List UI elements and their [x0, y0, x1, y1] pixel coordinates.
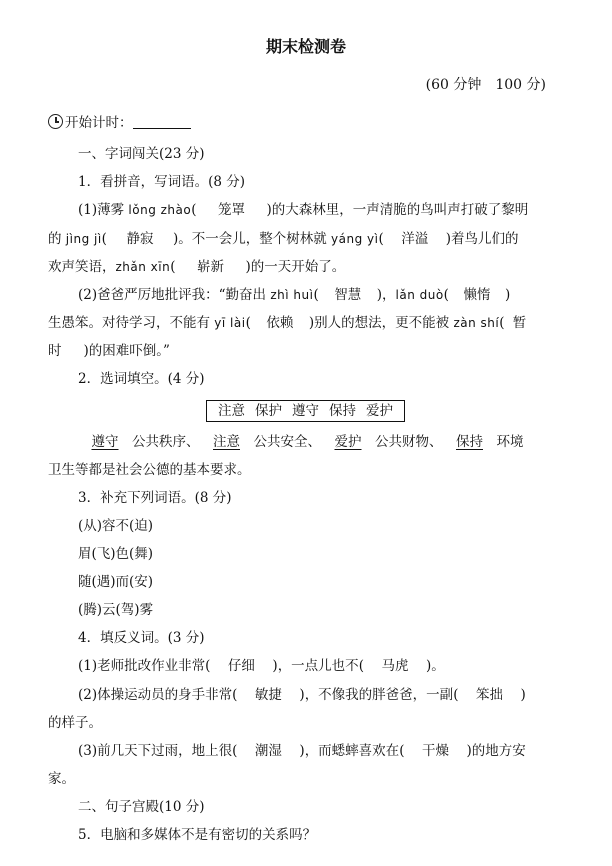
q1-line-4: (2)爸爸严厉地批评我：“勤奋出 zhì huì( 智慧 )，lǎn duò( 懒惰 ) — [78, 287, 511, 303]
q5-prompt: 5．电脑和多媒体不是有密切的关系吗？ — [78, 827, 317, 843]
answer: 敏捷 — [254, 687, 282, 703]
answer: 马虎 — [381, 658, 409, 674]
q4-text: (2)体操运动员的身手非常 — [78, 687, 233, 703]
q1-text: 的 — [48, 231, 66, 247]
answer: 崭新 — [197, 259, 224, 275]
word-option: 保护 — [255, 403, 282, 419]
answer: 保持 — [456, 434, 483, 450]
pinyin: lǎn duò — [395, 288, 444, 302]
q1-text: 的大森林里，一声清脆的鸟叫声打破了黎明 — [271, 202, 529, 218]
q4-text: ，不像我的胖爸爸，一副 — [304, 687, 454, 703]
answer: 潮湿 — [254, 743, 282, 759]
answer: 遵守 — [91, 434, 119, 450]
q1-line-3: 欢声笑语，zhǎn xīn( 崭新 )的一天开始了。 — [48, 259, 346, 275]
q1-text: 的一天开始了。 — [250, 259, 346, 275]
q4-prompt: 4．填反义词。(3 分) — [78, 630, 205, 646]
q4-sentence-2: (2)体操运动员的身手非常( 敏捷 )，不像我的胖爸爸，一副( 笨拙 ) — [78, 687, 526, 703]
q2-line-1 — [78, 432, 524, 452]
q3-item: 随(遇)而(安) — [78, 574, 154, 590]
q3-prompt: 3．补充下列词语。(8 分) — [78, 490, 232, 506]
word-option: 遵守 — [292, 403, 319, 419]
section2-heading: 二、句子宫殿(10 分) — [78, 799, 205, 815]
pinyin: jìng jì — [65, 232, 102, 246]
page-title: 期末检测卷 — [265, 37, 346, 56]
q3-item: (从)容不(迫) — [78, 518, 154, 534]
pinyin: zhǎn xīn — [115, 260, 171, 274]
q3-item: 眉(飞)色(舞) — [78, 546, 154, 562]
q4-sentence-1: (1)老师批改作业非常( 仔细 )，一点儿也不( 马虎 )。 — [78, 658, 445, 674]
word-bank — [206, 400, 405, 422]
q1-text: 生愚笨。对待学习，不能有 — [48, 315, 215, 331]
timer-line — [48, 113, 191, 133]
q3-item: (腾)云(驾)雾 — [78, 602, 154, 618]
answer: 智慧 — [334, 287, 362, 303]
q4-text: ，一点儿也不 — [277, 658, 359, 674]
time-limit: (60 分钟 100 分) — [425, 77, 546, 93]
q4-text: (1)老师批改作业非常 — [78, 658, 206, 674]
q4-text: ，而蟋蟀喜欢在 — [304, 743, 400, 759]
q4-sentence-3: (3)前几天下过雨，地上很( 潮湿 )，而蟋蟀喜欢在( 干燥 )的地方安 — [78, 743, 526, 759]
q1-line-1: (1)薄雾 lǒng zhào( 笼罩 )的大森林里，一声清脆的鸟叫声打破了黎明 — [78, 202, 529, 218]
answer: 懒惰 — [463, 287, 491, 303]
q1-prompt: 1．看拼音，写词语。(8 分) — [78, 174, 246, 190]
q2-text: 环境 — [496, 434, 524, 450]
answer: 暂 — [512, 315, 527, 331]
q1-text: 着鸟儿们的 — [451, 231, 519, 247]
pinyin: zàn shí — [453, 316, 500, 330]
answer: 笼罩 — [218, 202, 246, 218]
q1-text: 。不一会儿，整个树林就 — [178, 231, 332, 247]
word-option: 爱护 — [366, 403, 393, 419]
clock-icon — [48, 114, 63, 129]
answer: 注意 — [213, 434, 240, 450]
word-option: 注意 — [218, 403, 245, 419]
q1-text: 别人的想法，更不能被 — [314, 315, 454, 331]
q4-text: 。 — [431, 658, 445, 674]
q1-text: (1)薄雾 — [78, 202, 129, 218]
q2-line-2: 卫生等都是社会公德的基本要求。 — [48, 462, 251, 478]
q4-text: (3)前几天下过雨，地上很 — [78, 743, 233, 759]
answer: 静寂 — [126, 231, 154, 247]
q1-text: (2)爸爸严厉地批评我：“勤奋出 — [78, 287, 271, 303]
q1-text: 的困难吓倒。” — [88, 343, 170, 359]
q1-text: 欢声笑语， — [48, 259, 116, 275]
answer: 依赖 — [266, 315, 294, 331]
answer: 爱护 — [334, 434, 362, 450]
q4-sentence-2-cont: 的样子。 — [48, 715, 102, 731]
timer-label: 开始计时： — [65, 115, 133, 131]
q4-text: 的地方安 — [471, 743, 526, 759]
pinyin: yī lài — [214, 316, 246, 330]
q2-text: 公共秩序、 — [132, 434, 200, 450]
q1-text: ， — [382, 287, 396, 303]
q1-line-2: 的 jìng jì( 静寂 )。不一会儿，整个树林就 yáng yì( 洋溢 )着鸟儿们的 — [48, 231, 519, 247]
timer-blank[interactable] — [133, 114, 191, 129]
q1-line-5: 生愚笨。对待学习，不能有 yī lài( 依赖 )别人的想法，更不能被 zàn shí( 暂 — [48, 313, 534, 333]
answer: 仔细 — [227, 658, 255, 674]
pinyin: yáng yì — [331, 232, 379, 246]
q2-text: 公共财物、 — [375, 434, 443, 450]
answer: 干燥 — [421, 743, 449, 759]
answer: 笨拙 — [475, 687, 503, 703]
q2-text: 公共安全、 — [253, 434, 321, 450]
section1-heading: 一、字词闯关(23 分) — [78, 146, 205, 162]
pinyin: zhì huì — [270, 288, 314, 302]
word-option: 保持 — [329, 403, 356, 419]
answer: 洋溢 — [401, 231, 429, 247]
q4-sentence-3-cont: 家。 — [48, 771, 75, 787]
q1-line-6: 时 )的困难吓倒。” — [48, 343, 170, 359]
answer: 时 — [48, 343, 62, 359]
q2-prompt: 2．选词填空。(4 分) — [78, 371, 205, 387]
pinyin: lǒng zhào — [128, 203, 192, 217]
